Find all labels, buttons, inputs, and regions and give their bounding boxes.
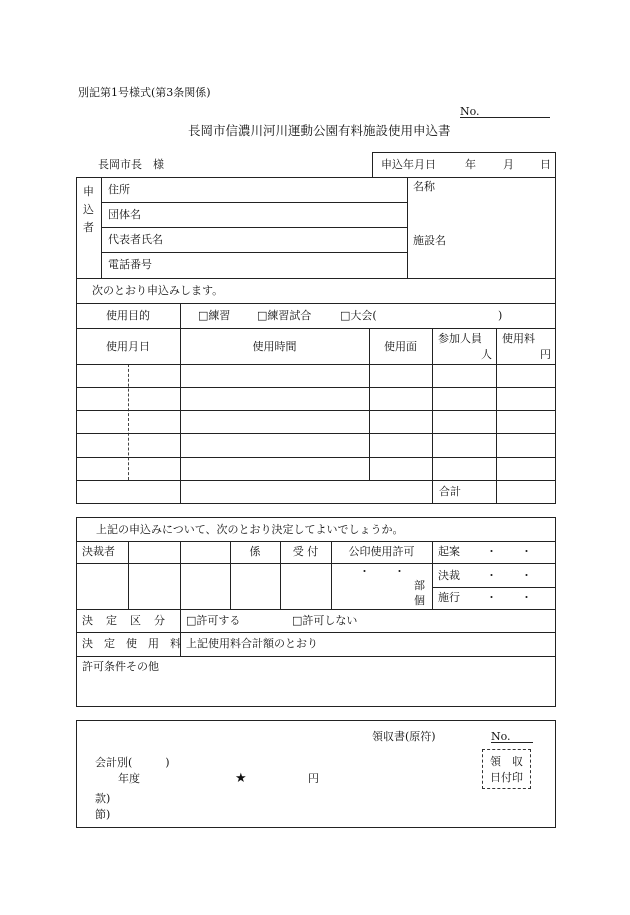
- phone-label[interactable]: 電話番号: [108, 258, 152, 271]
- enforcement-dot-2: ・: [521, 591, 532, 604]
- name-label[interactable]: 名称: [413, 180, 435, 193]
- approval-dot-2: ・: [521, 569, 532, 582]
- decision-category-label: 決 定 区 分: [82, 614, 166, 627]
- document-number-label: No.: [460, 105, 480, 118]
- seal-dot-2: ・: [394, 565, 405, 578]
- receipt-number-line: [491, 742, 533, 743]
- account-label: 会計別( ): [95, 756, 170, 769]
- receipt-label: 受 付: [292, 545, 319, 558]
- facility-name-label[interactable]: 施設名: [413, 234, 446, 247]
- draft-label: 起案: [438, 545, 460, 558]
- seal-dot-1: ・: [359, 565, 370, 578]
- purpose-tournament-close: ): [498, 309, 503, 322]
- seal-permission-label: 公印使用許可: [348, 545, 415, 558]
- purpose-tournament-checkbox[interactable]: □大会(: [340, 309, 377, 322]
- decision-fee-label: 決 定 使 用 料: [82, 637, 181, 650]
- date-month: 月: [503, 158, 514, 171]
- purpose-label: 使用目的: [106, 309, 150, 322]
- form-title: 長岡市信濃川河川運動公園有料施設使用申込書: [188, 123, 451, 138]
- conditions-label: 許可条件その他: [82, 660, 159, 673]
- copies-label-2: 個: [414, 594, 425, 607]
- staff-label: 係: [249, 545, 261, 558]
- receipt-title: 領収書(原符): [372, 730, 436, 743]
- setsu-label: 節): [95, 808, 111, 821]
- draft-dot-1: ・: [486, 545, 497, 558]
- col-usage-time: 使用時間: [252, 340, 297, 353]
- draft-dot-2: ・: [521, 545, 532, 558]
- date-year: 年: [465, 158, 476, 171]
- approval-dot-1: ・: [486, 569, 497, 582]
- enforcement-dot-1: ・: [486, 591, 497, 604]
- col-fee-unit: 円: [540, 348, 551, 361]
- purpose-practice-checkbox[interactable]: □練習: [198, 309, 231, 322]
- decision-statement: 上記の申込みについて、次のとおり決定してよいでしょうか。: [96, 523, 404, 536]
- date-stamp-label-1: 領 収: [490, 755, 523, 768]
- col-participants-unit: 人: [481, 348, 492, 361]
- col-fee: 使用料: [502, 332, 535, 345]
- copies-label-1: 部: [414, 579, 425, 592]
- enforcement-label: 施行: [438, 591, 460, 604]
- permit-checkbox[interactable]: □許可する: [186, 614, 241, 627]
- approval-label: 決裁: [438, 569, 460, 582]
- fiscal-year-label: 年度: [118, 772, 140, 785]
- date-stamp-label-2: 日付印: [490, 771, 523, 784]
- decision-fee-value: 上記使用料合計額のとおり: [186, 637, 318, 650]
- total-label: 合計: [439, 485, 461, 498]
- organization-label[interactable]: 団体名: [108, 208, 141, 221]
- purpose-practice-match-checkbox[interactable]: □練習試合: [257, 309, 312, 322]
- approver-label: 決裁者: [82, 545, 115, 558]
- document-number-line: [460, 117, 550, 118]
- receipt-number-label: No.: [491, 730, 511, 743]
- col-participants: 参加人員: [438, 332, 482, 345]
- not-permit-checkbox[interactable]: □許可しない: [292, 614, 358, 627]
- applicant-label-3: 者: [83, 221, 94, 234]
- star-mark: ★: [235, 771, 247, 786]
- application-statement: 次のとおり申込みします。: [92, 284, 224, 297]
- address-label[interactable]: 住所: [108, 183, 130, 196]
- col-usage-date: 使用月日: [106, 340, 150, 353]
- kan-label: 款): [95, 792, 111, 805]
- application-date-label: 申込年月日: [381, 158, 436, 171]
- applicant-label-1: 申: [83, 185, 94, 198]
- representative-label[interactable]: 代表者氏名: [108, 233, 163, 246]
- yen-label: 円: [308, 772, 319, 785]
- addressee: 長岡市長 様: [98, 158, 164, 171]
- form-reference: 別記第1号様式(第3条関係): [78, 86, 211, 99]
- applicant-label-2: 込: [83, 203, 94, 216]
- date-day: 日: [540, 158, 551, 171]
- col-usage-surface: 使用面: [384, 340, 417, 353]
